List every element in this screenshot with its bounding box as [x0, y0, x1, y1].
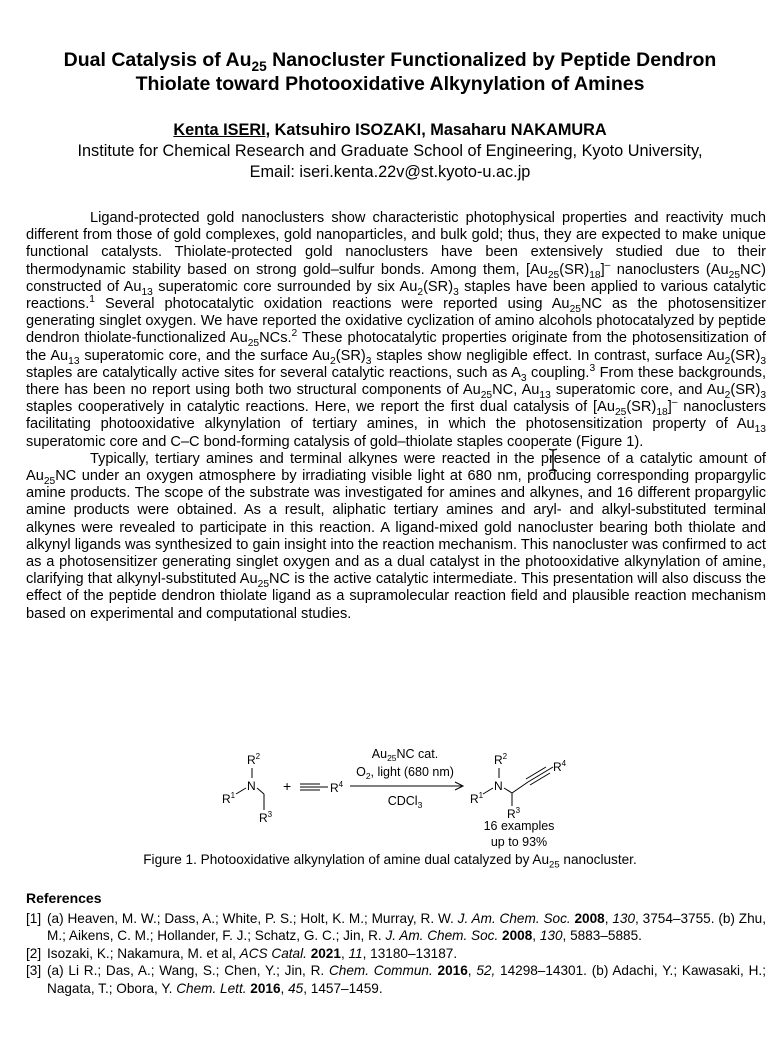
reactant-amine: [222, 752, 273, 825]
co-authors: Katsuhiro ISOZAKI, Masaharu NAKAMURA: [270, 121, 607, 139]
max-yield: up to 93%: [490, 835, 548, 849]
paper-title: [20, 48, 760, 96]
reactant-alkyne: [300, 780, 344, 795]
r2-label: $R^2$: [247, 752, 261, 767]
bond: [257, 788, 264, 794]
r4-label: $R^4$: [330, 780, 344, 795]
title-line-2: Thiolate toward Photooxidative Alkynylation of Amines: [135, 73, 645, 95]
r2-label: $R^2$: [494, 752, 508, 767]
title-text: Dual Catalysis of Au: [63, 49, 252, 71]
reference-3: [3] (a) Li R.; Das, A.; Wang, S.; Chen, Y.; Jin, R. Chem. Commun. 2016, 52, 14298–14301. (b) Adachi, Y.; Kawasaki, H.; Nagata, T.; Obora, Y. Chem. Lett. 2016, 45, 1457–1459.: [26, 963, 766, 996]
r4-label: $R^4$: [553, 759, 567, 774]
plus-sign: +: [283, 778, 292, 794]
product-propargylic-amine: [470, 752, 567, 821]
author-block: [20, 120, 760, 183]
reaction-scheme: [0, 742, 780, 850]
figure-caption: Figure 1. Photooxidative alkynylation of amine dual catalyzed by $Au_{25}$ nanocluster.: [143, 852, 637, 871]
examples-count: 16 examples: [483, 819, 555, 833]
abstract-paragraph-1: Ligand-protected gold nanoclusters show characteristic photophysical properties and reactivity much different from those of gold complexes, gold nanoparticles, and bulk gold; thus, they are expected to make unique functional catalysts. Thiolate-protected gold nanoclusters have been extensively studied due to their thermodynamic stability based on strong gold–sulfur bonds. Among them, $[Au_{25}(SR)_{18}]^-$ nanoclusters $(Au_{25}NC)$ constructed of $Au_{13}$ superatomic core surrounded by six $Au_2(SR)_3$ staples have been applied to various catalytic reactions.$^1$ Several photocatalytic oxidation reactions were reported using $Au_{25}NC$ as the photosensitizer generating singlet oxygen. We have reported the oxidative cyclization of amino alcohols photocatalyzed by peptide dendron thiolate-functionalized $Au_{25}NCs.^2$ These photocatalytic properties originate from the photosensitization of the $Au_{13}$ superatomic core, and the surface $Au_2(SR)_3$ staples show negligible effect. In contrast, surface $Au_2(SR)_3$ staples are catalytically active sites for several catalytic reactions, such as $A_3$ coupling.$^3$ From these backgrounds, there has been no report using both two structural components of $Au_{25}NC$, $Au_{13}$ superatomic core, and $Au_2(SR)_3$ staples cooperatively in catalytic reactions. Here, we report the first dual catalysis of $[Au_{25}(SR)_{18}]^-$ nanoclusters facilitating photooxidative alkynylation of tertiary amines, in which the photosensitization property of $Au_{13}$ superatomic core and C–C bond-forming catalysis of gold–thiolate staples cooperate (Figure 1).: [26, 210, 767, 450]
bond: [236, 788, 246, 794]
title-text: Nanocluster Functionalized by Peptide Dendron: [266, 49, 717, 71]
text-cursor-icon: [546, 448, 560, 472]
title-subscript: 25: [251, 58, 267, 74]
catalyst-label: $Au_{25}NC$ cat.: [371, 747, 439, 763]
abstract-paragraph-2: Typically, tertiary amines and terminal alkynes were reacted in the presence of a catalytic amount of $Au_{25}NC$ under an oxygen atmosphere by irradiating visible light at 680 nm, producing corresponding propargylic amine products. The scope of the substrate was investigated for amines and alkynes, and 16 different propargylic amine products were obtained. As a result, aliphatic tertiary amines and aryl- and alkyl-substituted terminal alkynes were revealed to participate in this reaction. A ligand-mixed gold nanocluster bearing both thiolate and alkynyl ligands was synthesized to gain insight into the reaction mechanism. This nanocluster was confirmed to act as a photosensitizer generating singlet oxygen and as a dual catalyst in the photooxidative alkynylation of amine, clarifying that alkynyl-substituted $Au_{25}NC$ is the active catalytic intermediate. This presentation will also discuss the effect of the peptide dendron thiolate ligand as a supramolecular reaction field and plausible reaction mechanism based on experimental and computational studies.: [26, 450, 766, 622]
r3-label: $R^3$: [259, 810, 273, 825]
n-atom-label: N: [247, 779, 256, 793]
r3-label: $R^3$: [507, 806, 521, 821]
affiliation: Institute for Chemical Research and Graduate School of Engineering, Kyoto University,: [77, 142, 703, 160]
conditions-label: $O_2$, light (680 nm): [356, 765, 454, 781]
references-section: [26, 890, 766, 997]
email: Email: iseri.kenta.22v@st.kyoto-u.ac.jp: [249, 163, 531, 181]
references-heading: References: [26, 890, 102, 906]
reference-1: [1] (a) Heaven, M. W.; Dass, A.; White, P. S.; Holt, K. M.; Murray, R. W. J. Am. Chem. Soc. 2008, 130, 3754–3755. (b) Zhu, M.; Aikens, C. M.; Hollander, F. J.; Schatz, G. C.; Jin, R. J. Am. Chem. Soc. 2008, 130, 5883–5885.: [26, 910, 766, 943]
solvent-label: CDCl$_3$: [387, 794, 423, 810]
presenting-author: Kenta ISERI,: [173, 121, 271, 139]
r1-label: $R^1$: [470, 791, 484, 806]
figure-1: [0, 742, 780, 872]
abstract-body: [26, 210, 766, 623]
author-names: [20, 120, 760, 141]
title-line-1: [20, 48, 760, 72]
n-atom-label: N: [494, 779, 503, 793]
reference-2: [2] Isozaki, K.; Nakamura, M. et al, ACS Catal. 2021, 11, 13180–13187.: [26, 945, 458, 961]
r1-label: $R^1$: [222, 791, 236, 806]
